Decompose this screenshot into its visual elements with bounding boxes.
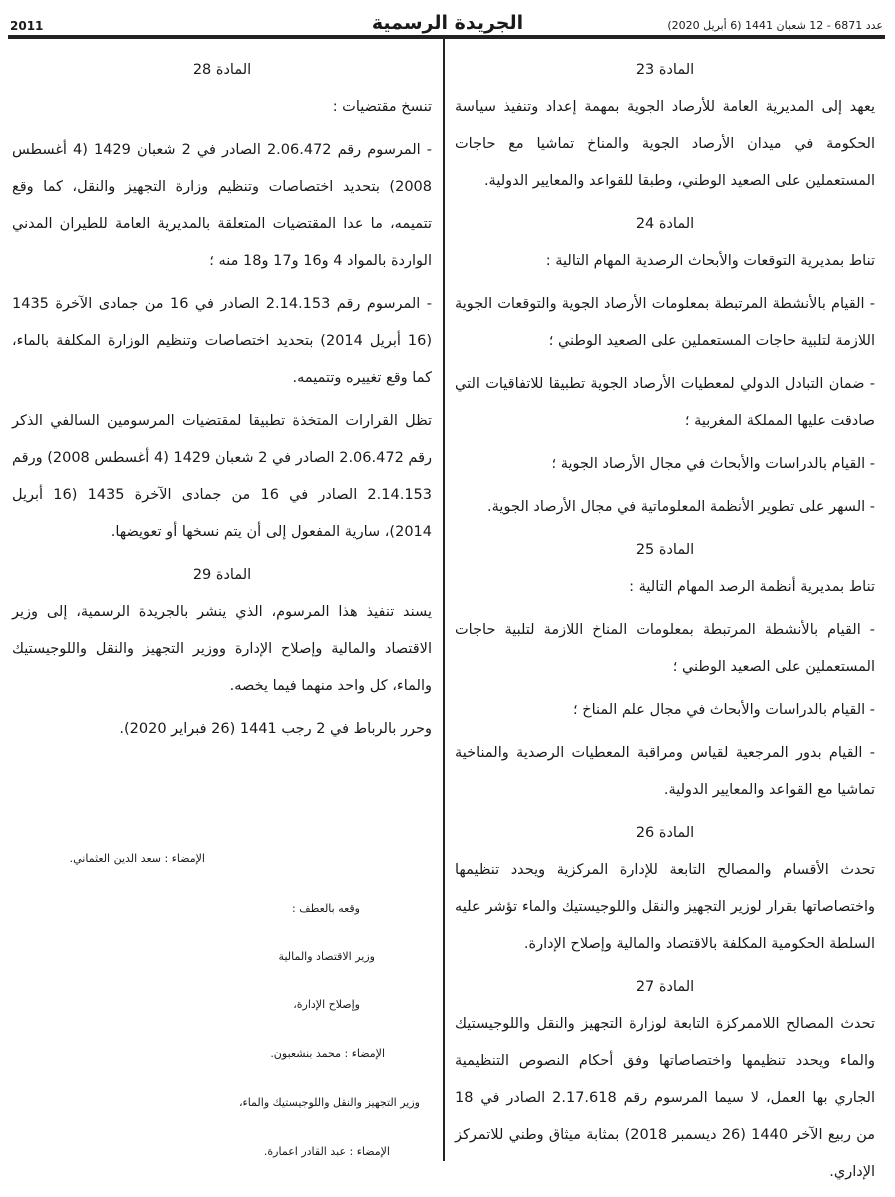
paragraph: - المرسوم رقم 2.14.153 الصادر في 16 من جمادى الآخرة 1435 (16 أبريل 2014) بتحديد اختصاصات وتنظيم الوزارة المكلفة بالماء، كما وقع تغييره وتتميمه. [12, 296, 432, 386]
article-heading: المادة 29 [192, 567, 252, 583]
signature-minister2: الإمضاء : عبد القادر اعمارة. [263, 1145, 390, 1158]
paragraph: تحدث المصالح اللاممركزة التابعة لوزارة التجهيز والنقل واللوجيستيك والماء ويحدد تنظيمها واختصاصاتها وفق أحكام النصوص التنظيمية الجاري بها العمل، لا سيما المرسوم رقم 2.17.618 الصادر في 18 من ربيع الآخر 1440 (26 ديسمبر 2018) بمثابة ميثاق وطني للاتمركز الإداري. [455, 1016, 875, 1180]
paragraph: - المرسوم رقم 2.06.472 الصادر في 2 شعبان 1429 (4 أغسطس 2008) بتحديد اختصاصات وتنظيم وزارة التجهيز والنقل، كما وقع تتميمه، ما عدا المقتضيات المتعلقة بالمديرية العامة للطيران المدني الواردة بالمواد 4 و16 و17 و18 منه ؛ [12, 142, 432, 269]
issue-info: عدد 6871 - 12 شعبان 1441 (6 أبريل 2020) [667, 19, 883, 32]
paragraph: - ضمان التبادل الدولي لمعطيات الأرصاد الجوية تطبيقا للاتفاقيات التي صادقت عليها المملكة المغربية ؛ [455, 376, 875, 429]
paragraph: - السهر على تطوير الأنظمة المعلوماتية في مجال الأرصاد الجوية. [487, 499, 875, 515]
signature-minister1: الإمضاء : محمد بنشعبون. [270, 1047, 385, 1060]
left-column [12, 52, 432, 754]
paragraph: تنسخ مقتضيات : [332, 99, 432, 115]
minister1-title-line2: وإصلاح الإدارة، [293, 998, 360, 1011]
minister2-title: وزير التجهيز والنقل واللوجيستيك والماء، [238, 1096, 420, 1109]
paragraph: تظل القرارات المتخذة تطبيقا لمقتضيات المرسومين السالفي الذكر رقم 2.06.472 الصادر في 2 شعبان 1429 (4 أغسطس 2008) ورقم 2.14.153 الصادر في 16 من جمادى الآخرة 1435 (16 أبريل 2014)، سارية المفعول إلى أن يتم نسخها أو تعويضها. [12, 413, 432, 540]
countersigned-label: وقعه بالعطف : [292, 902, 360, 915]
right-column [455, 52, 875, 1197]
minister1-title-line1: وزير الاقتصاد والمالية [278, 950, 375, 963]
paragraph: - القيام بالأنشطة المرتبطة بمعلومات المناخ اللازمة لتلبية حاجات المستعملين على الصعيد الوطني ؛ [455, 622, 875, 675]
signature-pm: الإمضاء : سعد الدين العثماني. [69, 852, 205, 865]
header-rule [8, 35, 885, 39]
paragraph: تناط بمديرية أنظمة الرصد المهام التالية : [629, 579, 875, 595]
journal-title: الجريدة الرسمية [371, 12, 524, 34]
page-number: 2011 [10, 19, 44, 33]
paragraph: يسند تنفيذ هذا المرسوم، الذي ينشر بالجريدة الرسمية، إلى وزير الاقتصاد والمالية وإصلاح الإدارة ووزير التجهيز والنقل واللوجيستيك والماء، كل واحد منهما فيما يخصه. [12, 604, 432, 694]
paragraph: وحرر بالرباط في 2 رجب 1441 (26 فبراير 2020). [119, 721, 432, 737]
article-heading: المادة 23 [635, 62, 695, 78]
article-heading: المادة 28 [192, 62, 252, 78]
paragraph: - القيام بالدراسات والأبحاث في مجال علم المناخ ؛ [573, 702, 875, 718]
paragraph: - القيام بدور المرجعية لقياس ومراقبة المعطيات الرصدية والمناخية تماشيا مع القواعد والمعايير الدولية. [455, 745, 875, 798]
paragraph: تحدث الأقسام والمصالح التابعة للإدارة المركزية ويحدد تنظيمها واختصاصاتها بقرار لوزير التجهيز والنقل واللوجيستيك والماء تؤشر عليه السلطة الحكومية المكلفة بالاقتصاد والمالية وإصلاح الإدارة. [455, 862, 875, 952]
paragraph: - القيام بالدراسات والأبحاث في مجال الأرصاد الجوية ؛ [551, 456, 875, 472]
article-heading: المادة 27 [635, 979, 695, 995]
column-divider [443, 39, 445, 1161]
paragraph: تناط بمديرية التوقعات والأبحاث الرصدية المهام التالية : [545, 253, 875, 269]
paragraph: يعهد إلى المديرية العامة للأرصاد الجوية بمهمة إعداد وتنفيذ سياسة الحكومة في ميدان الأرصاد الجوية والمناخ تماشيا مع حاجات المستعملين على الصعيد الوطني، وطبقا للقواعد والمعايير الدولية. [455, 99, 875, 189]
page-header [0, 0, 895, 38]
article-heading: المادة 24 [635, 216, 695, 232]
paragraph: - القيام بالأنشطة المرتبطة بمعلومات الأرصاد الجوية والتوقعات الجوية اللازمة لتلبية حاجات المستعملين على الصعيد الوطني ؛ [455, 296, 875, 349]
article-heading: المادة 25 [635, 542, 695, 558]
article-heading: المادة 26 [635, 825, 695, 841]
